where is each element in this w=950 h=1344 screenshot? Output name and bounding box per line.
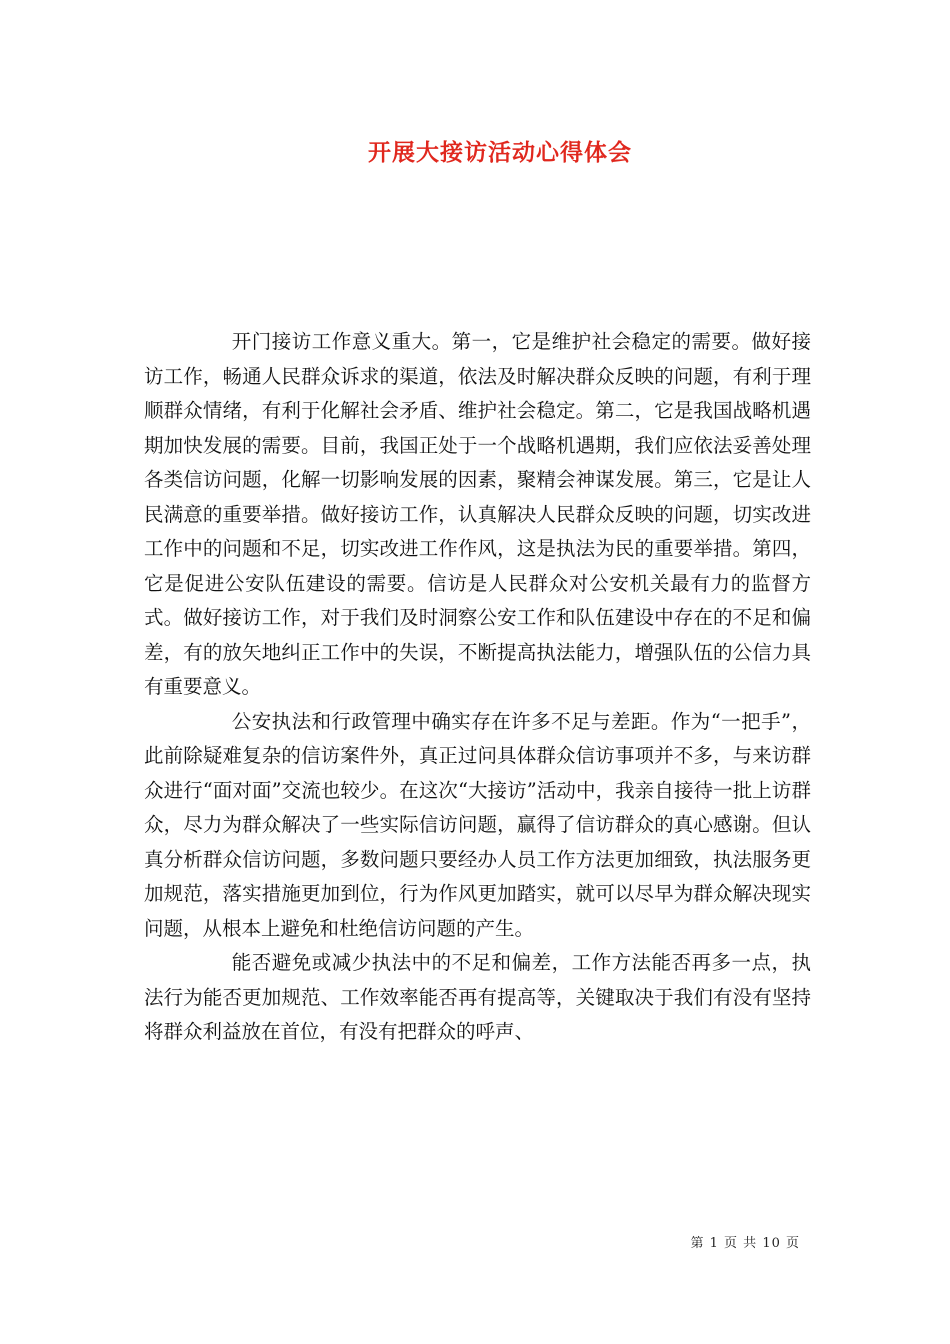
paragraph: 公安执法和行政管理中确实存在许多不足与差距。作为“一把手”，此前除疑难复杂的信访案件外，真正过问具体群众信访事项并不多，与来访群众进行“面对面”交流也较少。在这次“大接访”活动中，我亲自接待一批上访群众，尽力为群众解决了一些实际信访问题，赢得了信访群众的真心感谢。但认真分析群众信访问题，多数问题只要经办人员工作方法更加细致，执法服务更加规范，落实措施更加到位，行为作风更加踏实，就可以尽早为群众解决现实问题，从根本上避免和杜绝信访问题的产生。 [144,709,811,940]
page-number-footer: 第 1 页 共 10 页 [690,1236,800,1251]
document-body [144,325,811,1050]
document-title: 开展大接访活动心得体会 [368,139,632,166]
paragraph: 能否避免或减少执法中的不足和偏差，工作方法能否再多一点，执法行为能否更加规范、工作效率能否再有提高等，关键取决于我们有没有坚持将群众利益放在首位，有没有把群众的呼声、 [144,951,811,1043]
paragraph: 开门接访工作意义重大。第一，它是维护社会稳定的需要。做好接访工作，畅通人民群众诉求的渠道，依法及时解决群众反映的问题，有利于理顺群众情绪，有利于化解社会矛盾、维护社会稳定。第二，它是我国战略机遇期加快发展的需要。目前，我国正处于一个战略机遇期，我们应依法妥善处理各类信访问题，化解一切影响发展的因素，聚精会神谋发展。第三，它是让人民满意的重要举措。做好接访工作，认真解决人民群众反映的问题，切实改进工作中的问题和不足，切实改进工作作风，这是执法为民的重要举措。第四，它是促进公安队伍建设的需要。信访是人民群众对公安机关最有力的监督方式。做好接访工作，对于我们及时洞察公安工作和队伍建设中存在的不足和偏差，有的放矢地纠正工作中的失误，不断提高执法能力，增强队伍的公信力具有重要意义。 [144,330,811,698]
